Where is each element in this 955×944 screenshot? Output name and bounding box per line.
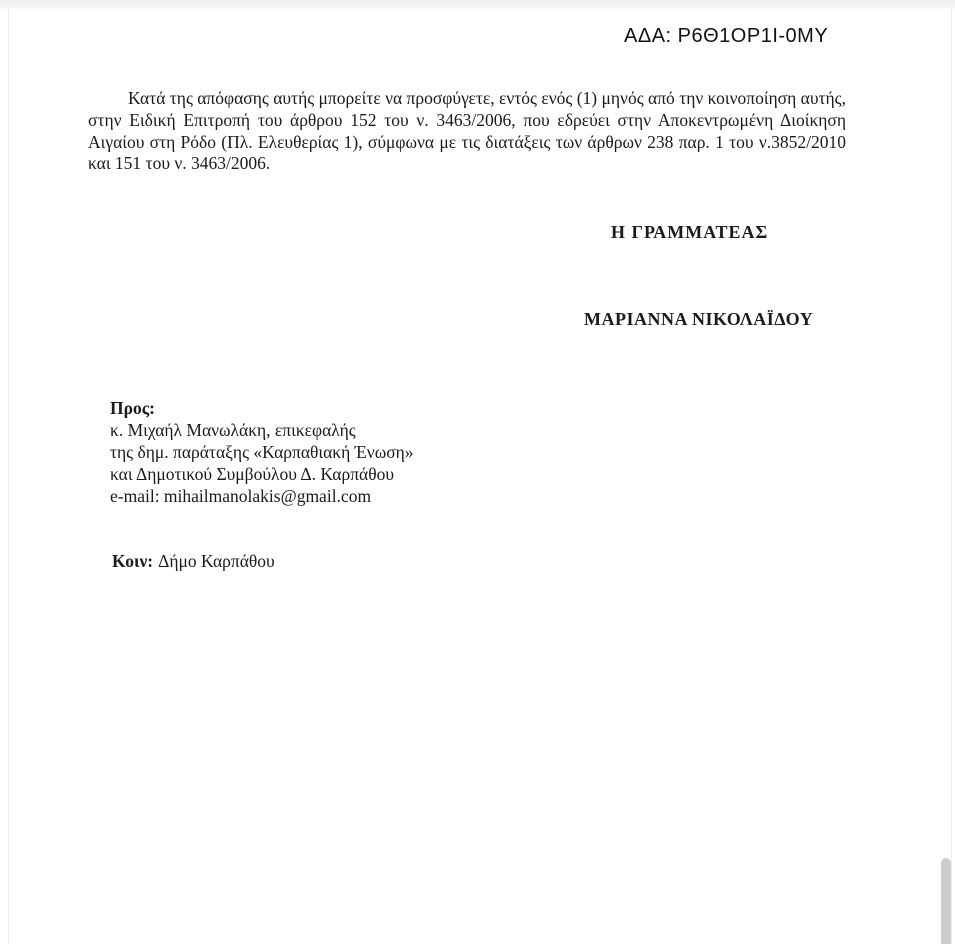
ada-code: ΑΔΑ: Ρ6Θ1ΟΡ1Ι-0ΜΥ [624,25,829,47]
cc-label: Κοιν: [112,551,154,571]
recipient-line: e-mail: mihailmanolakis@gmail.com [110,486,372,506]
recipients-label: Προς: [110,398,155,418]
scrollbar-thumb[interactable] [941,858,951,944]
cc-line [112,551,275,572]
recipient-line: κ. Μιχαήλ Μανωλάκη, επικεφαλής [110,420,356,440]
vertical-scrollbar[interactable] [940,9,952,944]
viewer-top-edge [0,0,955,9]
recipients-block [110,397,414,507]
cc-value: Δήμο Καρπάθου [158,551,275,571]
recipient-line: και Δημοτικού Συμβούλου Δ. Καρπάθου [110,464,395,484]
signature-title: Η ΓΡΑΜΜΑΤΕΑΣ [611,222,769,242]
signature-name: ΜΑΡΙΑΝΝΑ ΝΙΚΟΛΑΪΔΟΥ [584,309,814,329]
page-left-edge [8,9,9,944]
appeal-paragraph: Κατά της απόφασης αυτής μπορείτε να προσφύγετε, εντός ενός (1) μηνός από την κοινοποίηση αυτής, στην Ειδική Επιτροπή του άρθρου 152 του ν. 3463/2006, που εδρεύει στην Αποκεντρωμένη Διοίκηση Αιγαίου στη Ρόδο (Πλ. Ελευθερίας 1), σύμφωνα με τις διατάξεις των άρθρων 238 παρ. 1 του ν.3852/2010 και 151 του ν. 3463/2006. [88,88,846,174]
recipient-line: της δημ. παράταξης «Καρπαθιακή Ένωση» [110,442,414,462]
